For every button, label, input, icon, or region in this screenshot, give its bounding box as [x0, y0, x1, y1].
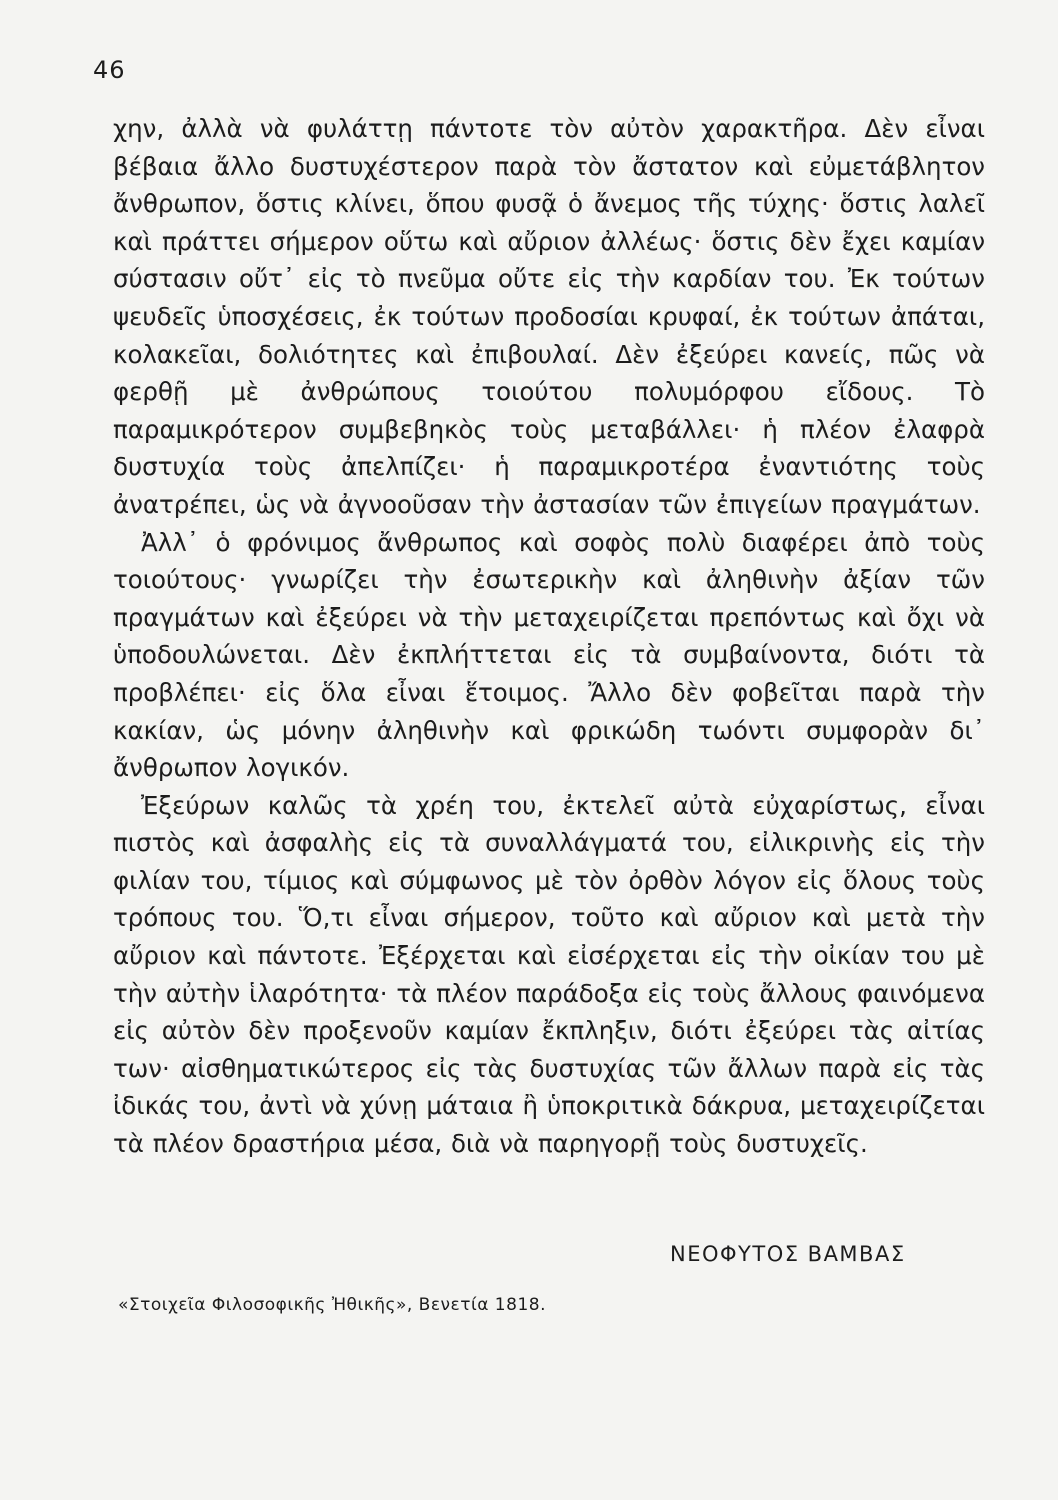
page-number: 46 — [93, 56, 126, 84]
body-text — [113, 110, 985, 1163]
paragraph-2: Ἀλλ᾽ ὁ φρόνιμος ἄνθρωπος καὶ σοφὸς πολὺ διαφέρει ἀπὸ τοὺς τοιούτους· γνωρίζει τὴν ἐσωτερικὴν καὶ ἀληθινὴν ἀξίαν τῶν πραγμάτων καὶ ἐξεύρει νὰ τὴν μεταχειρίζεται πρεπόντως καὶ ὄχι νὰ ὑποδουλώνεται. Δὲν ἐκπλήττεται εἰς τὰ συμβαίνοντα, διότι τὰ προβλέπει· εἰς ὅλα εἶναι ἕτοιμος. Ἄλλο δὲν φοβεῖται παρὰ τὴν κακίαν, ὡς μόνην ἀληθινὴν καὶ φρικώδη τωόντι συμφορὰν δι᾽ ἄνθρωπον λογικόν. — [113, 527, 985, 783]
author-signature: ΝΕΟΦΥΤΟΣ ΒΑΜΒΑΣ — [670, 1242, 906, 1266]
paragraph-3: Ἐξεύρων καλῶς τὰ χρέη του, ἐκτελεῖ αὐτὰ εὐχαρίστως, εἶναι πιστὸς καὶ ἀσφαλὴς εἰς τὰ συναλλάγματά του, εἰλικρινὴς εἰς τὴν φιλίαν του, τίμιος καὶ σύμφωνος μὲ τὸν ὀρθὸν λόγον εἰς ὅλους τοὺς τρόπους του. Ὅ,τι εἶναι σήμερον, τοῦτο καὶ αὔριον καὶ μετὰ τὴν αὔριον καὶ πάντοτε. Ἐξέρχεται καὶ εἰσέρχεται εἰς τὴν οἰκίαν του μὲ τὴν αὐτὴν ἱλαρότητα· τὰ πλέον παράδοξα εἰς τοὺς ἄλλους φαινόμενα εἰς αὐτὸν δὲν προξενοῦν καμίαν ἔκπληξιν, διότι ἐξεύρει τὰς αἰτίας των· αἰσθηματικώτερος εἰς τὰς δυστυχίας τῶν ἄλλων παρὰ εἰς τὰς ἰδικάς του, ἀντὶ νὰ χύνῃ μάταια ἢ ὑποκριτικὰ δάκρυα, μεταχειρίζεται τὰ πλέον δραστήρια μέσα, διὰ νὰ παρηγορῇ τοὺς δυστυχεῖς. — [113, 790, 985, 1159]
source-citation: «Στοιχεῖα Φιλοσοφικῆς Ἠθικῆς», Βενετία 1818. — [118, 1295, 546, 1315]
paragraph-1: χην, ἀλλὰ νὰ φυλάττῃ πάντοτε τὸν αὐτὸν χαρακτῆρα. Δὲν εἶναι βέβαια ἄλλο δυστυχέστερον παρὰ τὸν ἄστατον καὶ εὐμετάβλητον ἄνθρωπον, ὅστις κλίνει, ὅπου φυσᾷ ὁ ἄνεμος τῆς τύχης· ὅστις λαλεῖ καὶ πράττει σήμερον οὕτω καὶ αὔριον ἀλλέως· ὅστις δὲν ἔχει καμίαν σύστασιν οὔτ᾽ εἰς τὸ πνεῦμα οὔτε εἰς τὴν καρδίαν του. Ἐκ τούτων ψευδεῖς ὑποσχέσεις, ἐκ τούτων προδοσίαι κρυφαί, ἐκ τούτων ἀπάται, κολακεῖαι, δολιότητες καὶ ἐπιβουλαί. Δὲν ἐξεύρει κανείς, πῶς νὰ φερθῇ μὲ ἀνθρώπους τοιούτου πολυμόρφου εἴδους. Τὸ παραμικρότερον συμβεβηκὸς τοὺς μεταβάλλει· ἡ πλέον ἐλαφρὰ δυστυχία τοὺς ἀπελπίζει· ἡ παραμικροτέρα ἐναντιότης τοὺς ἀνατρέπει, ὡς νὰ ἀγνοοῦσαν τὴν ἀστασίαν τῶν ἐπιγείων πραγμάτων. — [113, 114, 985, 519]
